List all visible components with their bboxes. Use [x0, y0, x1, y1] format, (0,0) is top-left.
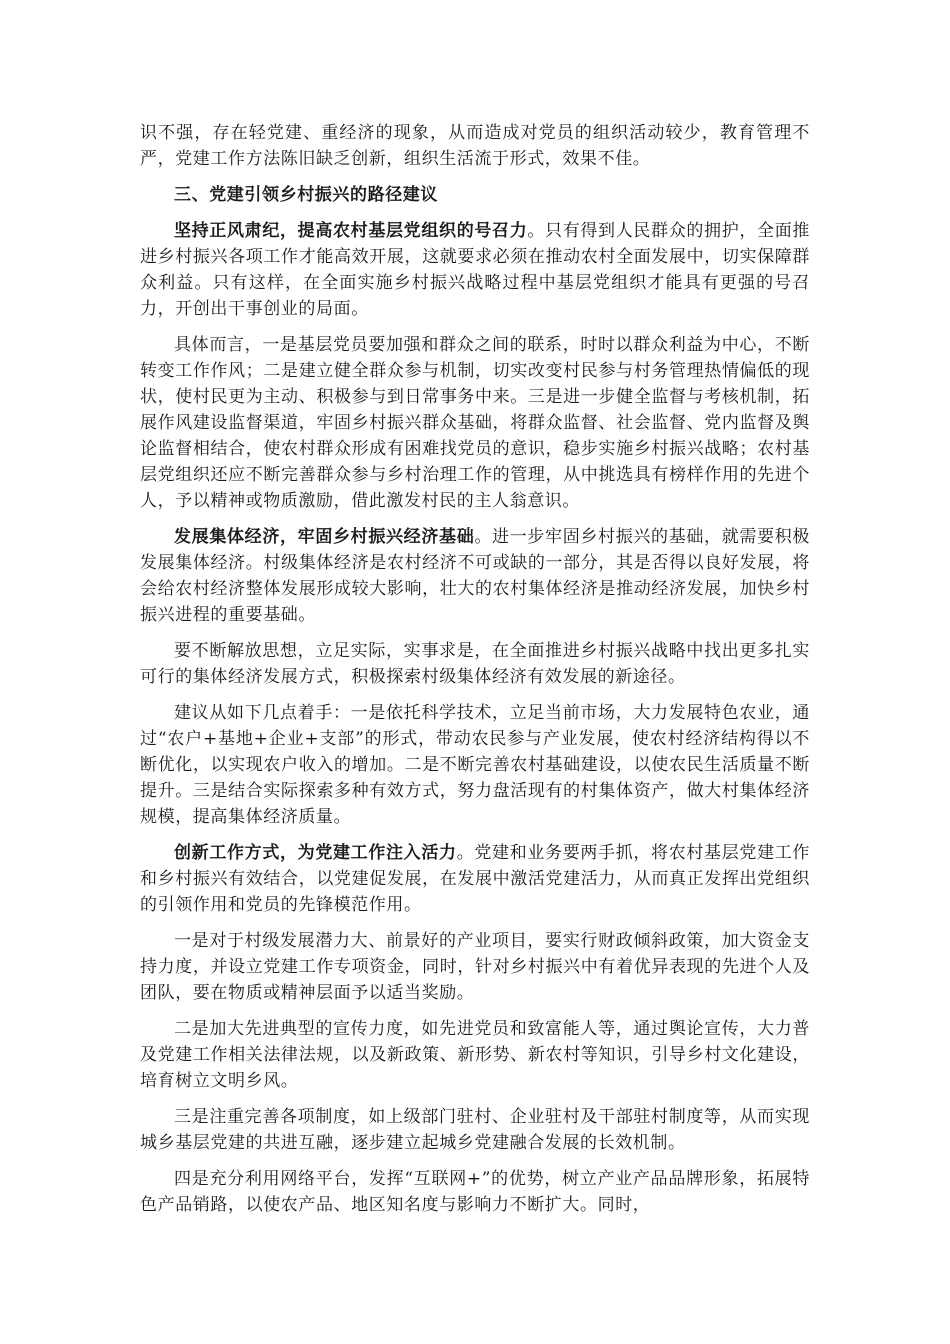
paragraph-1-body: 。只有得到人民群众的拥护，全面推进乡村振兴各项工作才能高效开展，这就要求必须在推动农村全面发展中，切实保障群众利益。只有这样，在全面实施乡村振兴战略过程中基层党组织才能具有更强的号召力，开创出干事创业的局面。 [140, 221, 810, 319]
paragraph-3 [140, 524, 810, 628]
paragraph-7: 一是对于村级发展潜力大、前景好的产业项目，要实行财政倾斜政策，加大资金支持力度，并设立党建工作专项资金，同时，针对乡村振兴中有着优异表现的先进个人及团队，要在物质或精神层面予以适当奖励。 [140, 931, 810, 1003]
paragraph-3-body: 。进一步牢固乡村振兴的基础，就需要积极发展集体经济。村级集体经济是农村经济不可或缺的一部分，其是否得以良好发展，将会给农村经济整体发展形成较大影响，壮大的农村集体经济是推动经济发展，加快乡村振兴进程的重要基础。 [140, 527, 811, 625]
paragraph-4: 要不断解放思想，立足实际，实事求是，在全面推进乡村振兴战略中找出更多扎实可行的集体经济发展方式，积极探索村级集体经济有效发展的新途径。 [140, 641, 810, 687]
paragraph-10: 四是充分利用网络平台，发挥“互联网+”的优势，树立产业产品品牌形象，拓展特色产品销路，以使农产品、地区知名度与影响力不断扩大。同时， [140, 1169, 810, 1215]
opening-paragraph: 识不强，存在轻党建、重经济的现象，从而造成对党员的组织活动较少，教育管理不严，党建工作方法陈旧缺乏创新，组织生活流于形式，效果不佳。 [140, 123, 810, 169]
paragraph-6 [140, 840, 810, 918]
paragraph-1 [140, 218, 810, 322]
paragraph-1-lead: 坚持正风肃纪，提高农村基层党组织的号召力 [174, 221, 528, 241]
paragraph-8: 二是加大先进典型的宣传力度，如先进党员和致富能人等，通过舆论宣传，大力普及党建工作相关法律法规，以及新政策、新形势、新农村等知识，引导乡村文化建设，培育树立文明乡风。 [140, 1019, 810, 1091]
document-page [140, 120, 810, 1228]
paragraph-6-lead: 创新工作方式，为党建工作注入活力 [174, 843, 457, 863]
section-heading: 三、党建引领乡村振兴的路径建议 [174, 185, 438, 205]
paragraph-9: 三是注重完善各项制度，如上级部门驻村、企业驻村及干部驻村制度等，从而实现城乡基层党建的共进互融，逐步建立起城乡党建融合发展的长效机制。 [140, 1107, 810, 1153]
paragraph-3-lead: 发展集体经济，牢固乡村振兴经济基础 [174, 527, 475, 547]
paragraph-5: 建议从如下几点着手：一是依托科学技术，立足当前市场，大力发展特色农业，通过“农户+基地+企业+支部”的形式，带动农民参与产业发展，使农村经济结构得以不断优化，以实现农户收入的增加。二是不断完善农村基础建设，以使农民生活质量不断提升。三是结合实际探索多种有效方式，努力盘活现有的村集体资产，做大村集体经济规模，提高集体经济质量。 [140, 703, 810, 827]
paragraph-6-body: 。党建和业务要两手抓，将农村基层党建工作和乡村振兴有效结合，以党建促发展，在发展中激活党建活力，从而真正发挥出党组织的引领作用和党员的先锋模范作用。 [140, 843, 810, 915]
paragraph-2: 具体而言，一是基层党员要加强和群众之间的联系，时时以群众利益为中心，不断转变工作作风；二是建立健全群众参与机制，切实改变村民参与村务管理热情偏低的现状，使村民更为主动、积极参与到日常事务中来。三是进一步健全监督与考核机制，拓展作风建设监督渠道，牢固乡村振兴群众基础，将群众监督、社会监督、党内监督及舆论监督相结合，使农村群众形成有困难找党员的意识，稳步实施乡村振兴战略；农村基层党组织还应不断完善群众参与乡村治理工作的管理，从中挑选具有榜样作用的先进个人，予以精神或物质激励，借此激发村民的主人翁意识。 [140, 335, 810, 511]
